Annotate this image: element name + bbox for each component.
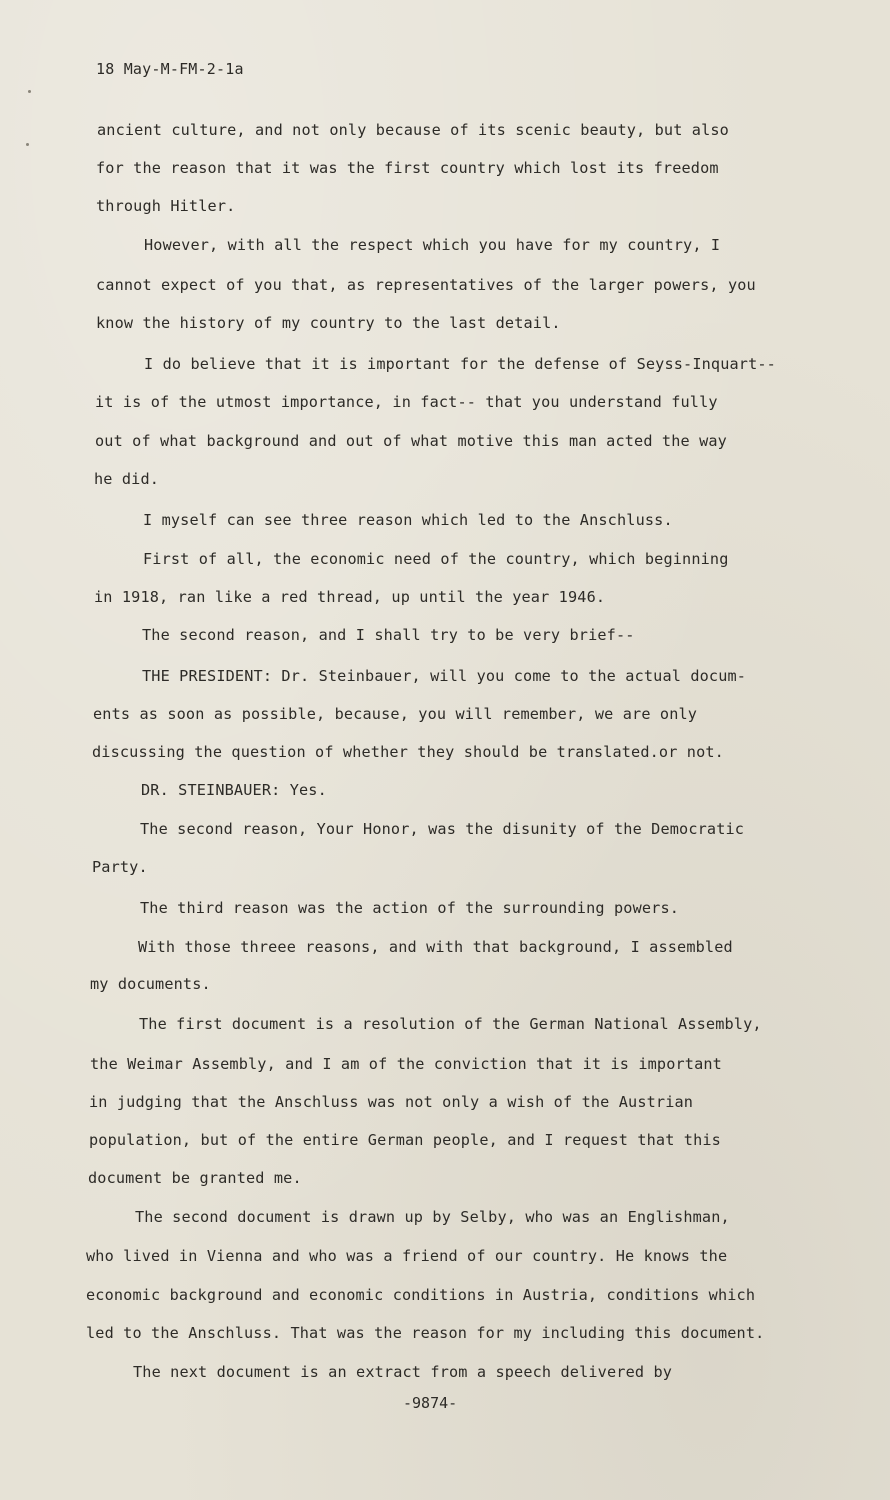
text-line: The second reason, Your Honor, was the disunity of the Democratic — [140, 820, 745, 838]
text-line: However, with all the respect which you have for my country, I — [144, 236, 721, 254]
text-line: cannot expect of you that, as representatives of the larger powers, you — [96, 276, 756, 294]
text-line: for the reason that it was the first country which lost its freedom — [96, 159, 719, 177]
text-line: I do believe that it is important for the defense of Seyss-Inquart-- — [144, 355, 776, 373]
text-line: The second reason, and I shall try to be very brief-- — [142, 626, 635, 644]
text-line: First of all, the economic need of the country, which beginning — [143, 550, 729, 568]
text-line: THE PRESIDENT: Dr. Steinbauer, will you come to the actual docum- — [142, 667, 747, 685]
page-reference: 18 May-M-FM-2-1a — [96, 60, 244, 78]
text-line: know the history of my country to the last detail. — [96, 314, 561, 332]
text-line: The next document is an extract from a speech delivered by — [133, 1363, 673, 1381]
text-line: in 1918, ran like a red thread, up until the year 1946. — [94, 588, 606, 606]
text-line: The second document is drawn up by Selby, who was an Englishman, — [135, 1208, 730, 1226]
text-line: in judging that the Anschluss was not only a wish of the Austrian — [89, 1093, 694, 1111]
text-line: population, but of the entire German people, and I request that this — [89, 1131, 721, 1149]
text-line: it is of the utmost importance, in fact-- that you understand fully — [95, 393, 718, 411]
text-line: economic background and economic conditions in Austria, conditions which — [86, 1286, 756, 1304]
text-line: The first document is a resolution of the German National Assembly, — [139, 1015, 762, 1033]
text-line: discussing the question of whether they should be translated.or not. — [92, 743, 724, 761]
text-line: led to the Anschluss. That was the reason for my including this document. — [86, 1324, 765, 1342]
text-line: document be granted me. — [88, 1169, 302, 1187]
text-line: through Hitler. — [96, 197, 236, 215]
text-line: he did. — [94, 470, 160, 488]
text-line: the Weimar Assembly, and I am of the conviction that it is important — [90, 1055, 722, 1073]
text-line: I myself can see three reason which led to the Anschluss. — [143, 511, 673, 529]
text-line: who lived in Vienna and who was a friend of our country. He knows the — [86, 1247, 728, 1265]
text-line: Party. — [92, 858, 148, 876]
page-number: -9874- — [403, 1394, 458, 1412]
text-line: ents as soon as possible, because, you will remember, we are only — [93, 705, 698, 723]
text-line: my documents. — [90, 975, 211, 993]
text-line: ancient culture, and not only because of its scenic beauty, but also — [97, 121, 729, 139]
text-line: out of what background and out of what motive this man acted the way — [95, 432, 727, 450]
text-line: DR. STEINBAUER: Yes. — [141, 781, 327, 799]
text-line: With those threee reasons, and with that background, I assembled — [138, 938, 733, 956]
text-line: The third reason was the action of the surrounding powers. — [140, 899, 680, 917]
